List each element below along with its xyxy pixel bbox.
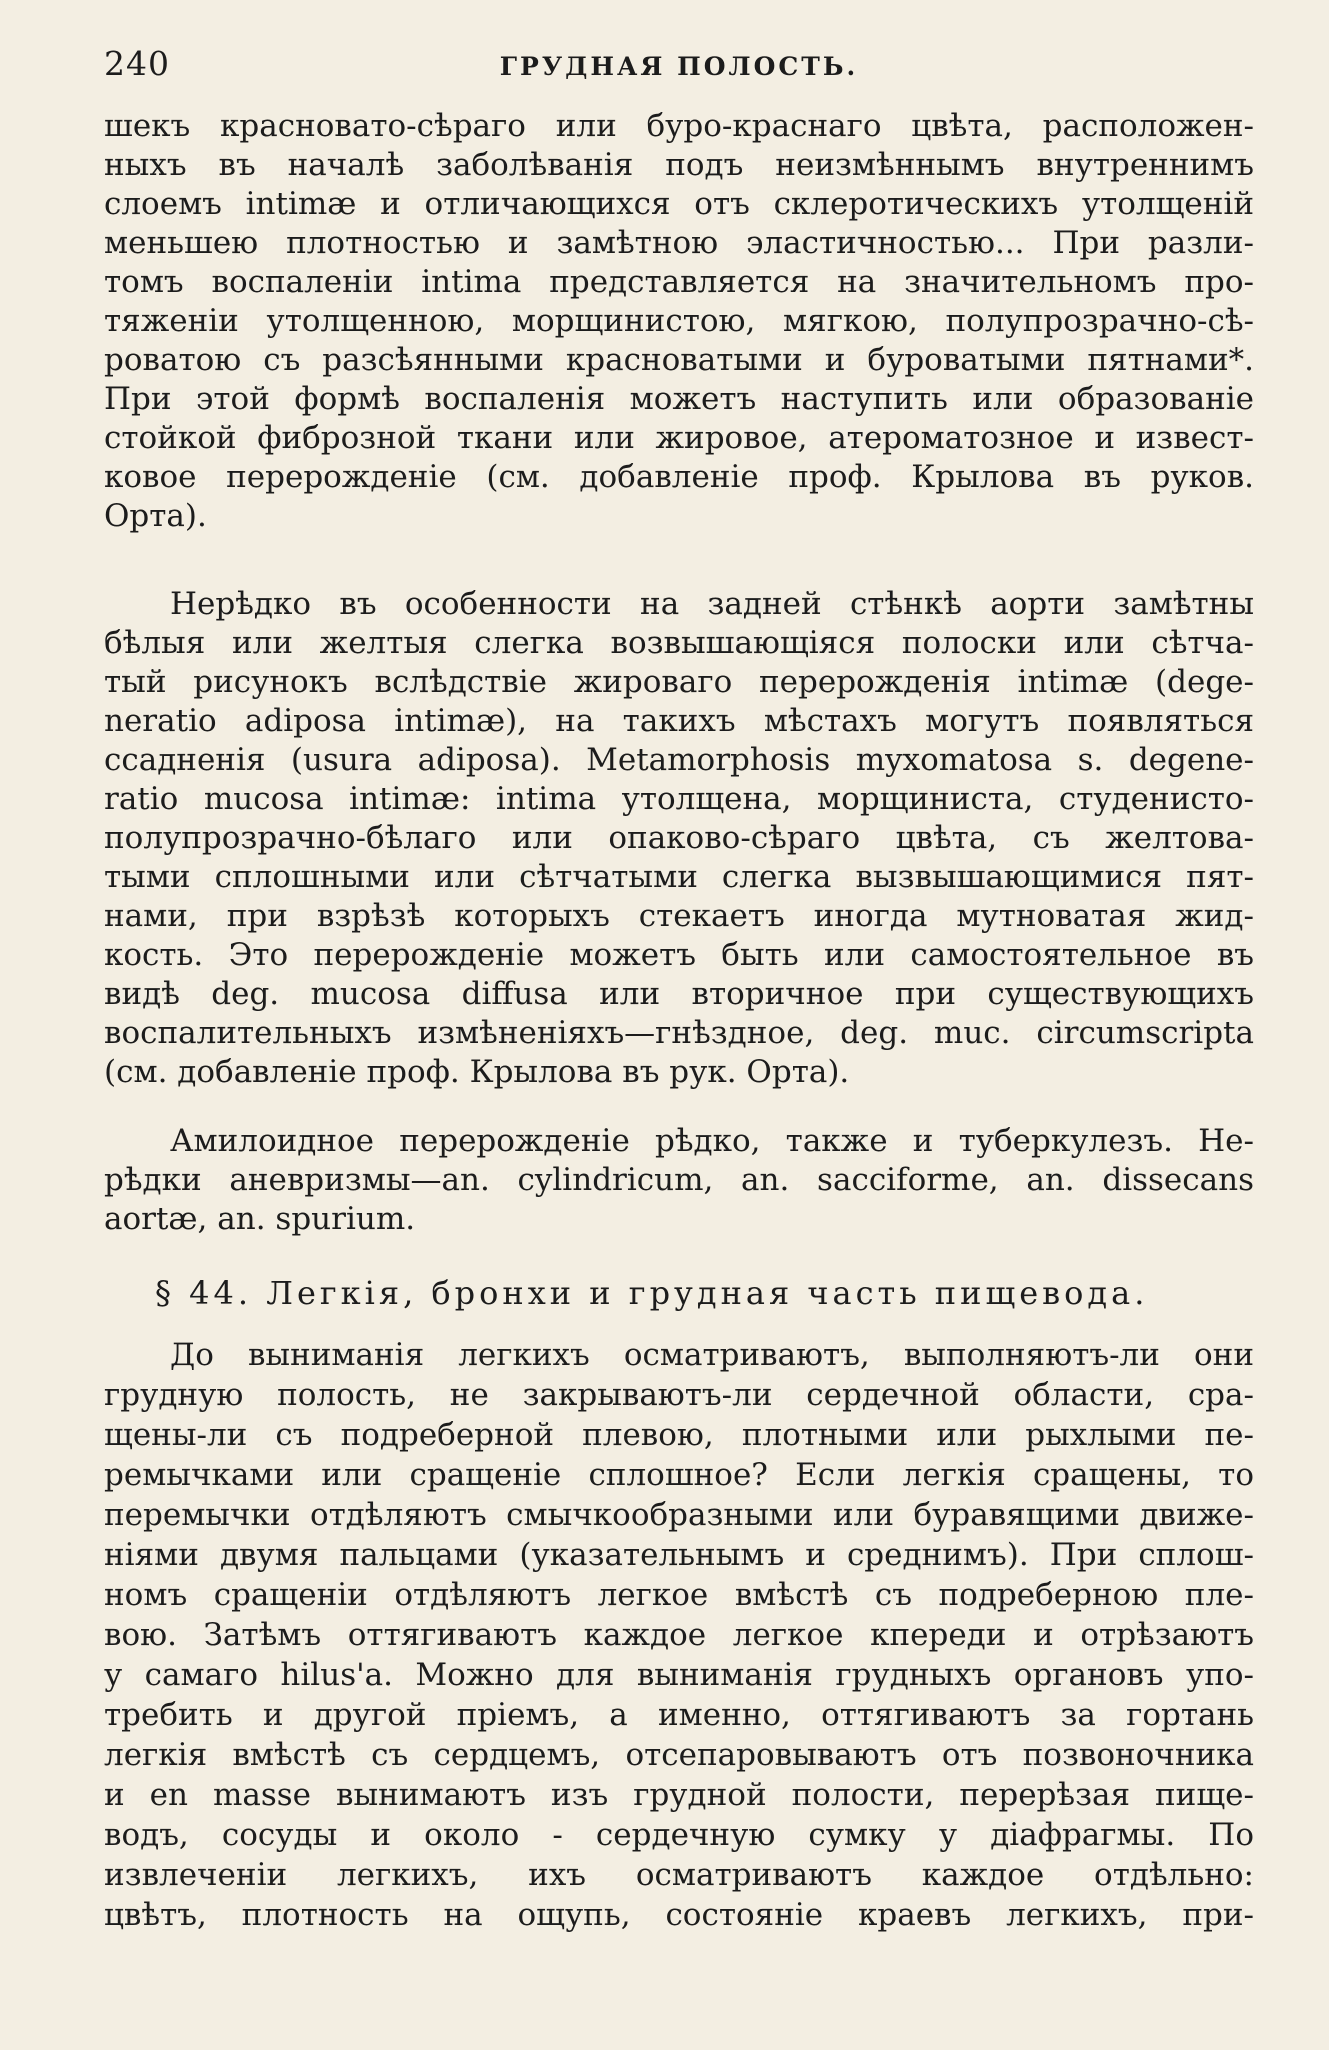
text-line: тяженіи утолщенною, морщинистою, мягкою, полупрозрачно-сѣ-: [104, 303, 1254, 339]
text-line: тый рисунокъ вслѣдствіе жироваго перерожденія intimæ (dege-: [104, 664, 1254, 700]
text-line: ніями двумя пальцами (указательнымъ и среднимъ). При сплош-: [104, 1537, 1254, 1573]
text-line: водъ, сосуды и около - сердечную сумку у діафрагмы. По: [104, 1817, 1254, 1853]
text-line: нами, при взрѣзѣ которыхъ стекаетъ иногда мутноватая жид-: [104, 898, 1254, 934]
text-line: стойкой фиброзной ткани или жировое, атероматозное и извест-: [104, 420, 1254, 456]
text-line: вою. Затѣмъ оттягиваютъ каждое легкое кпереди и отрѣзаютъ: [104, 1617, 1254, 1653]
text-line: томъ воспаленіи intima представляется на значительномъ про-: [104, 264, 1254, 300]
page-number: 240: [104, 44, 170, 83]
text-line: воспалительныхъ измѣненіяхъ—гнѣздное, deg. muc. circumscripta: [104, 1015, 1254, 1051]
text-line: полупрозрачно-бѣлаго или опаково-сѣраго цвѣта, съ желтова-: [104, 820, 1254, 856]
text-line: ковое перерожденіе (см. добавленіе проф. Крылова въ руков.: [104, 459, 1254, 495]
text-line: ныхъ въ началѣ заболѣванія подъ неизмѣннымъ внутреннимъ: [104, 147, 1254, 183]
text-line: легкія вмѣстѣ съ сердцемъ, отсепаровываютъ отъ позвоночника: [104, 1737, 1254, 1773]
text-line: и en masse вынимаютъ изъ грудной полости, перерѣзая пище-: [104, 1777, 1254, 1813]
text-line: роватою съ разсѣянными красноватыми и буроватыми пятнами*.: [104, 342, 1254, 378]
text-line: видѣ deg. mucosa diffusa или вторичное при существующихъ: [104, 976, 1254, 1012]
text-line: Амилоидное перерожденіе рѣдко, также и туберкулезъ. Не-: [170, 1123, 1254, 1159]
text-line: ratio mucosa intimæ: intima утолщена, морщиниста, студенисто-: [104, 781, 1254, 817]
text-line: Нерѣдко въ особенности на задней стѣнкѣ аорти замѣтны: [170, 586, 1254, 622]
text-line: грудную полость, не закрываютъ-ли сердечной области, сра-: [104, 1377, 1254, 1413]
text-line: меньшею плотностью и замѣтною эластичностью... При разли-: [104, 225, 1254, 261]
section-heading: § 44. Легкія, бронхи и грудная часть пищевода.: [155, 1274, 1149, 1312]
text-line: кость. Это перерожденіе можетъ быть или самостоятельное въ: [104, 937, 1254, 973]
text-line: рѣдки аневризмы—an. cylindricum, an. sacciforme, an. dissecans: [104, 1162, 1254, 1198]
text-line: До выниманія легкихъ осматриваютъ, выполняютъ-ли они: [170, 1337, 1254, 1373]
text-line: ремычками или сращеніе сплошное? Если легкія сращены, то: [104, 1457, 1254, 1493]
text-line: При этой формѣ воспаленія можетъ наступить или образованіе: [104, 381, 1254, 417]
text-line: щены-ли съ подреберной плевою, плотными или рыхлыми пе-: [104, 1417, 1254, 1453]
text-line: neratio adiposa intimæ), на такихъ мѣстахъ могутъ появляться: [104, 703, 1254, 739]
text-line: извлеченіи легкихъ, ихъ осматриваютъ каждое отдѣльно:: [104, 1857, 1254, 1893]
text-line: aortæ, an. spurium.: [104, 1201, 416, 1237]
text-line: перемычки отдѣляютъ смычкообразными или буравящими движе-: [104, 1497, 1254, 1533]
text-line: слоемъ intimæ и отличающихся отъ склеротическихъ утолщеній: [104, 186, 1254, 222]
text-line: ссадненія (usura adiposa). Metamorphosis myxomatosa s. degene-: [104, 742, 1254, 778]
text-line: у самаго hilus'a. Можно для выниманія грудныхъ органовъ упо-: [104, 1657, 1254, 1693]
text-line: тыми сплошными или сѣтчатыми слегка вызвышающимися пят-: [104, 859, 1254, 895]
text-line: бѣлыя или желтыя слегка возвышающіяся полоски или сѣтча-: [104, 625, 1254, 661]
text-line: шекъ красновато-сѣраго или буро-краснаго цвѣта, расположен-: [104, 108, 1254, 144]
page-header: [104, 44, 1254, 88]
text-line: цвѣтъ, плотность на ощупь, состояніе краевъ легкихъ, при-: [104, 1897, 1254, 1933]
text-line: требить и другой пріемъ, а именно, оттягиваютъ за гортань: [104, 1697, 1254, 1733]
text-line: номъ сращеніи отдѣляютъ легкое вмѣстѣ съ подреберною пле-: [104, 1577, 1254, 1613]
running-head: ГРУДНАЯ ПОЛОСТЬ.: [499, 52, 859, 81]
text-line: Орта).: [104, 498, 207, 534]
text-line: (см. добавленіе проф. Крылова въ рук. Орта).: [104, 1054, 850, 1090]
